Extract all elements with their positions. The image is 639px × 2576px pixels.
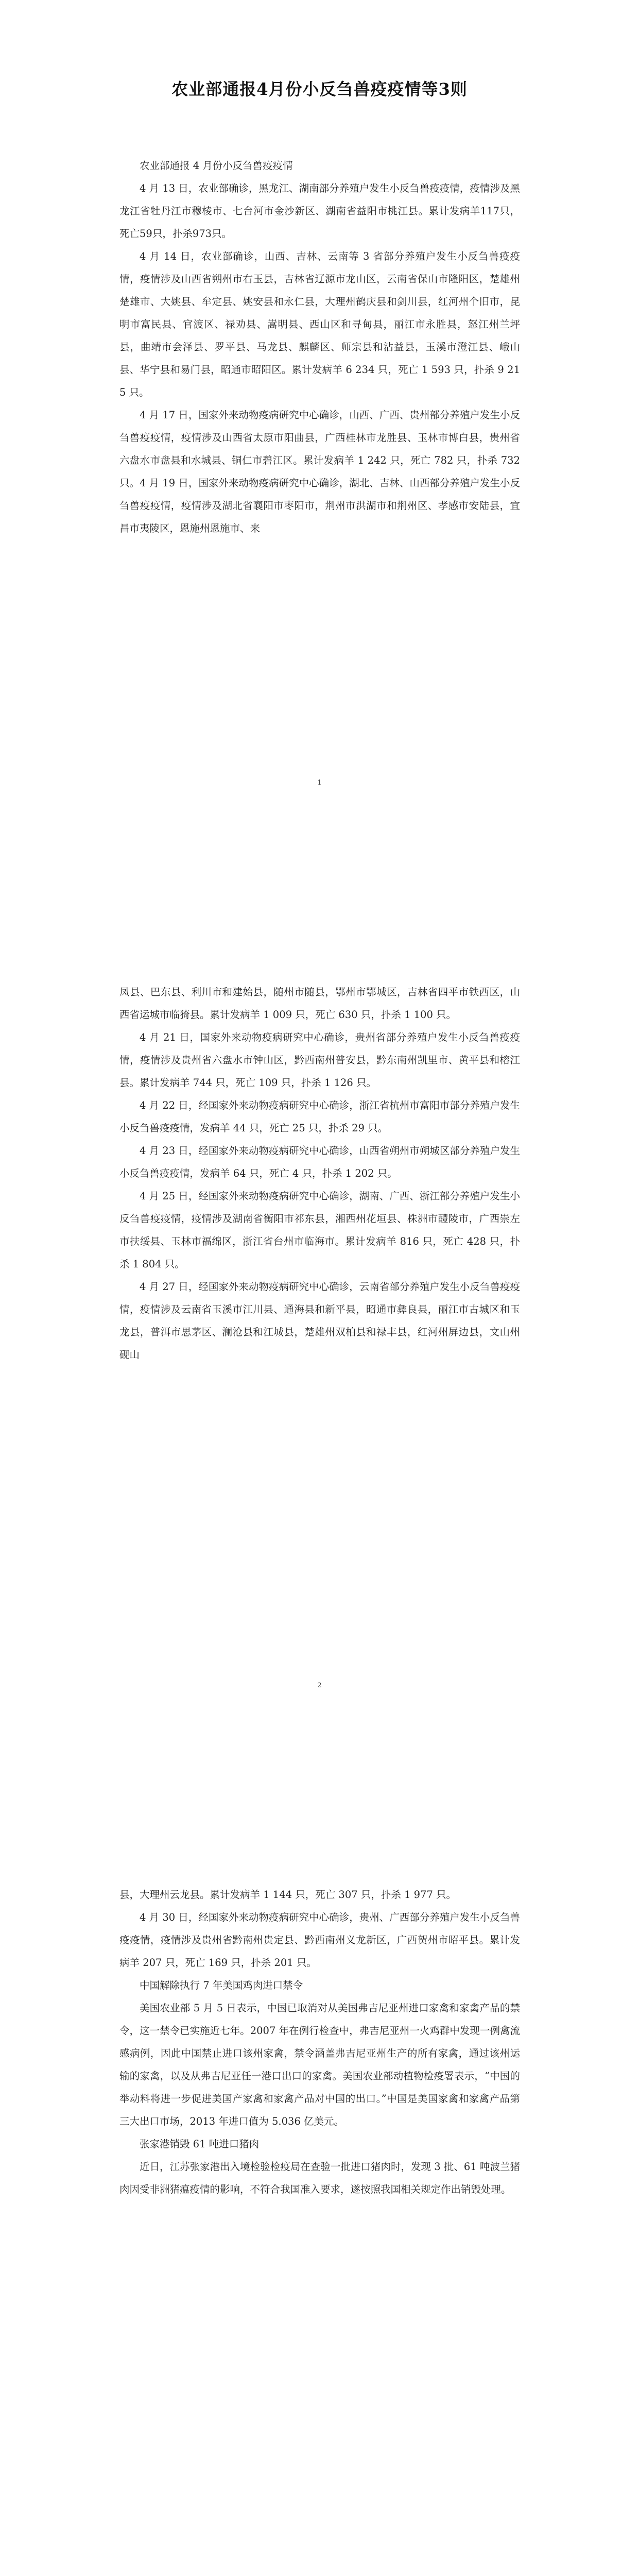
paragraph: 4 月 30 日，经国家外来动物疫病研究中心确诊，贵州、广西部分养殖户发生小反刍兽疫疫情，疫情涉及贵州省黔南州贵定县、黔西南州义龙新区，广西贺州市昭平县。累计发病羊 207 只，死亡 169 只，扑杀 201 只。 <box>119 1911 520 1969</box>
page-number: 1 <box>317 779 322 787</box>
page-1 <box>0 0 639 904</box>
paragraph: 4 月 27 日，经国家外来动物疫病研究中心确诊，云南省部分养殖户发生小反刍兽疫疫情，疫情涉及云南省玉溪市江川县、通海县和新平县，昭通市彝良县，丽江市古城区和玉龙县，普洱市思茅区、澜沧县和江城县，楚雄州双柏县和禄丰县，红河州屏边县，文山州砚山 <box>119 1281 520 1361</box>
paragraph: 近日，江苏张家港出入境检验检疫局在查验一批进口猪肉时，发现 3 批、61 吨波兰猪肉因受非洲猪瘟疫情的影响，不符合我国准入要求，遂按照我国相关规定作出销毁处理。 <box>119 2161 520 2195</box>
paragraph: 4 月 21 日，国家外来动物疫病研究中心确诊，贵州省部分养殖户发生小反刍兽疫疫情，疫情涉及贵州省六盘水市钟山区，黔西南州普安县，黔东南州凯里市、黄平县和榕江县。累计发病羊 744 只，死亡 109 只，扑杀 1 126 只。 <box>119 1031 520 1089</box>
paragraph: 4 月 23 日，经国家外来动物疫病研究中心确诊，山西省朔州市朔城区部分养殖户发生小反刍兽疫疫情，发病羊 64 只，死亡 4 只，扑杀 1 202 只。 <box>119 1145 520 1179</box>
paragraph: 4 月 17 日，国家外来动物疫病研究中心确诊，山西、广西、贵州部分养殖户发生小反刍兽疫疫情，疫情涉及山西省太原市阳曲县，广西桂林市龙胜县、玉林市博白县，贵州省六盘水市盘县和水城县、铜仁市碧江区。累计发病羊 1 242 只，死亡 782 只，扑杀 732 只。4 月 19 日，国家外来动物疫病研究中心确诊，湖北、吉林、山西部分养殖户发生小反刍兽疫疫情，疫情涉及湖北省襄阳市枣阳市，荆州市洪湖市和荆州区、孝感市安陆县，宜昌市夷陵区，恩施州恩施市、来 <box>119 409 520 534</box>
section-heading: 中国解除执行 7 年美国鸡肉进口禁令 <box>140 1979 303 1991</box>
page-3 <box>0 1807 639 2576</box>
paragraph: 4 月 13 日，农业部确诊，黑龙江、湖南部分养殖户发生小反刍兽疫疫情，疫情涉及黑龙江省牡丹江市穆棱市、七台河市金沙新区、湖南省益阳市桃江县。累计发病羊117只，死亡59只，扑杀973只。 <box>119 182 520 240</box>
paragraph: 4 月 25 日，经国家外来动物疫病研究中心确诊，湖南、广西、浙江部分养殖户发生小反刍兽疫疫情，疫情涉及湖南省衡阳市祁东县，湘西州花垣县、株洲市醴陵市，广西崇左市扶绥县、玉林市福绵区，浙江省台州市临海市。累计发病羊 816 只，死亡 428 只，扑杀 1 804 只。 <box>119 1190 520 1270</box>
paragraph: 4 月 22 日，经国家外来动物疫病研究中心确诊，浙江省杭州市富阳市部分养殖户发生小反刍兽疫疫情，发病羊 44 只，死亡 25 只，扑杀 29 只。 <box>119 1099 520 1134</box>
paragraph: 农业部通报 4 月份小反刍兽疫疫情 <box>140 160 293 172</box>
page-3-content <box>119 1884 520 2201</box>
page-1-content <box>119 155 520 540</box>
paragraph: 4 月 14 日，农业部确诊，山西、吉林、云南等 3 省部分养殖户发生小反刍兽疫疫情，疫情涉及山西省朔州市右玉县，吉林省辽源市龙山区，云南省保山市隆阳区，楚雄州楚雄市、大姚县、牟定县、姚安县和永仁县，大理州鹤庆县和剑川县，红河州个旧市，昆明市富民县、官渡区、禄劝县、嵩明县、西山区和寻甸县，丽江市永胜县，怒江州兰坪县，曲靖市会泽县、罗平县、马龙县、麒麟区、师宗县和沾益县，玉溪市澄江县、峨山县、华宁县和易门县，昭通市昭阳区。累计发病羊 6 234 只，死亡 1 593 只，扑杀 9 215 只。 <box>119 250 520 398</box>
paragraph-continued: 凤县、巴东县、利川市和建始县，随州市随县，鄂州市鄂城区，吉林省四平市铁西区，山西省运城市临猗县。累计发病羊 1 009 只，死亡 630 只，扑杀 1 100 只。 <box>119 986 520 1021</box>
page-2 <box>0 904 639 1807</box>
paragraph-continued: 县，大理州云龙县。累计发病羊 1 144 只，死亡 307 只，扑杀 1 977 只。 <box>119 1889 457 1901</box>
document-title: 农业部通报4月份小反刍兽疫疫情等3则 <box>171 79 468 99</box>
paragraph: 美国农业部 5 月 5 日表示，中国已取消对从美国弗吉尼亚州进口家禽和家禽产品的禁令，这一禁令已实施近七年。2007 年在例行检查中，弗吉尼亚州一火鸡群中发现一例禽流感病例，因此中国禁止进口该州家禽，禁令涵盖弗吉尼亚州生产的所有家禽，通过该州运输的家禽，以及从弗吉尼亚任一港口出口的家禽。美国农业部动植物检疫署表示，“中国的举动料将进一步促进美国产家禽和家禽产品对中国的出口。”中国是美国家禽和家禽产品第三大出口市场，2013 年进口值为 5.036 亿美元。 <box>119 2002 520 2127</box>
section-heading: 张家港销毁 61 吨进口猪肉 <box>140 2138 260 2150</box>
page-2-content <box>119 981 520 1366</box>
page-number: 2 <box>317 1682 322 1689</box>
